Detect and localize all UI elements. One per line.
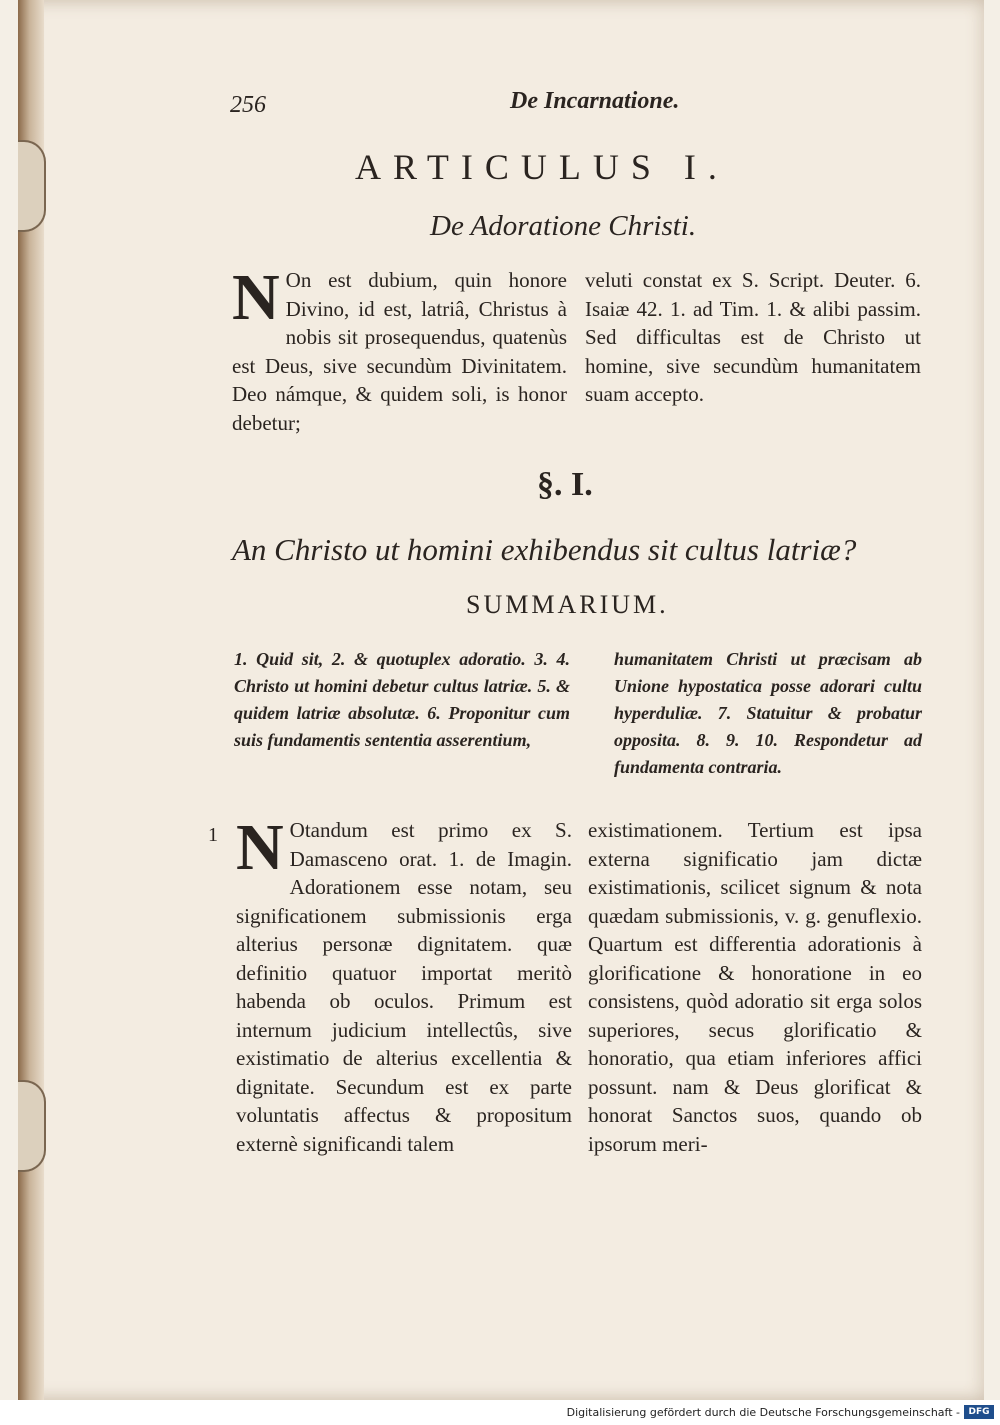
intro-dropcap: N: [232, 261, 280, 334]
dfg-logo: DFG: [964, 1405, 994, 1419]
intro-left-text: On est dubium, quin honore Divino, id est, latriâ, Christus à nobis sit prosequendus, quatenùs est Deus, sive secundùm Divinitatem. Deo námque, & quidem soli, is honor debetur;: [232, 268, 567, 435]
body-right-column: [588, 816, 922, 1158]
page-number: 256: [230, 92, 266, 118]
article-heading: ARTICULUS I.: [355, 147, 729, 187]
section-question: An Christo ut homini exhibendus sit cultus latriæ?: [232, 532, 857, 567]
body-dropcap: N: [236, 811, 284, 884]
footer-credit: Digitalisierung gefördert durch die Deutsche Forschungsgemeinschaft -: [566, 1406, 960, 1419]
clasp-top: [18, 140, 46, 232]
intro-right-column: [585, 266, 921, 409]
clasp-bottom: [18, 1080, 46, 1172]
summary-heading: SUMMARIUM.: [466, 590, 669, 619]
body-left-column: [236, 811, 572, 1158]
article-title: De Adoratione Christi.: [430, 210, 697, 242]
body-left-text: Otandum est primo ex S. Damasceno orat. 1. de Imagin. Adorationem esse notam, seu significationem submissionis erga alterius personæ dignitatem. quæ definitio quatuor importat meritò habenda ob oculos. Primum est internum judicium intellectûs, sive existimatio de alterius excellentia & dignitate. Secundum est ex parte voluntatis affectus & propositum externè significandi talem: [236, 818, 572, 1156]
section-number: §. I.: [537, 466, 593, 503]
digitization-footer: [0, 1400, 1000, 1425]
intro-left-column: [232, 261, 567, 437]
margin-number: 1: [208, 824, 218, 846]
summary-right: humanitatem Christi ut præcisam ab Unione hypostatica posse adorari cultu hyperduliæ. 7. Statuitur & probatur opposita. 8. 9. 10. Respondetur ad fundamenta contraria.: [614, 649, 922, 777]
running-head: De Incarnatione.: [510, 88, 680, 114]
intro-right-text: veluti constat ex S. Script. Deuter. 6. Isaiæ 42. 1. ad Tim. 1. & alibi passim. Sed difficultas est de Christo ut homine, sive secundùm humanitatem suam accepto.: [585, 268, 921, 406]
body-right-text: existimationem. Tertium est ipsa externa significatio jam dictæ existimationis, scilicet signum & nota quædam submissionis, v. g. genuflexio. Quartum est differentia adorationis à glorificatione & honoratione in eo consistens, quòd adoratio sit erga solos superiores, secus glorificatio & honoratio, qua etiam inferiores affici possunt. nam & Deus glorificat & honorat Sanctos suos, quando ob ipsorum meri-: [588, 818, 922, 1156]
summary-left: 1. Quid sit, 2. & quotuplex adoratio. 3. 4. Christo ut homini debetur cultus latriæ. 5. & quidem latriæ absolutæ. 6. Proponitur cum suis fundamentis sententia asserentium,: [234, 649, 570, 750]
